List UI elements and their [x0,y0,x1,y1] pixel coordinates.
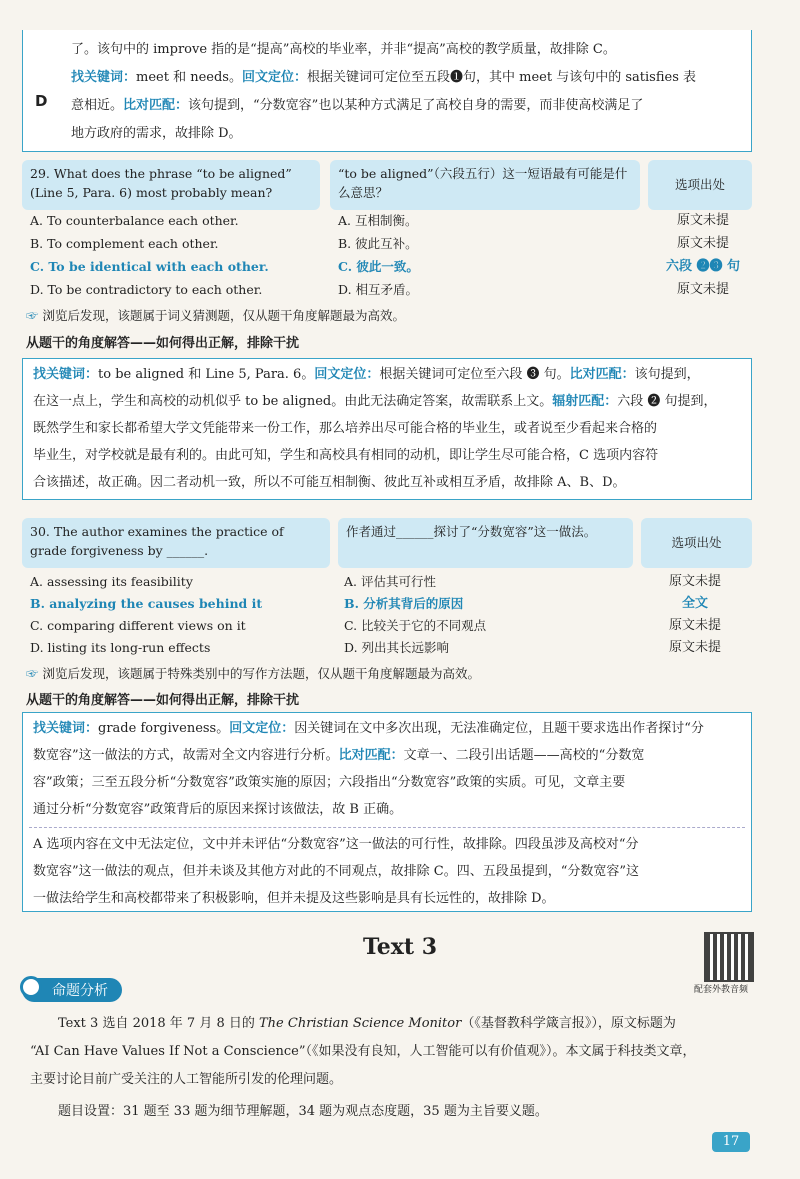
text3-title: Text 3 [362,934,438,960]
text3-p2: “AI Can Have Values If Not a Conscience”（《如果没有良知，人工智能可以有价值观》）。本文属于科技类文章， [30,1044,696,1059]
q30-option-d-en: D. listing its long-run effects [30,640,211,655]
divider [29,827,745,828]
text3-p1b: （《基督教科学箴言报》），原文标题为 [461,1016,676,1031]
q29-subheading: 从题干的角度解答——如何得出正解，排除干扰 [26,336,300,351]
q29-exp-line-4: 毕业生，对学校就是最有利的。由此可知，学生和高校具有相同的动机，即让学生尽可能合格，C 选项内容符 [33,448,659,463]
q29-question-en: 29. What does the phrase “to be aligned” (Line 5, Para. 6) most probably mean? [22,160,320,210]
q30-option-c-en: C. comparing different views on it [30,618,246,633]
top-answer-box [22,30,752,152]
q30-kw-label: 找关键词： [33,721,99,736]
q29-kw-label: 找关键词： [33,367,99,382]
text3-p3: 主要讨论目前广受关注的人工智能所引发的伦理问题。 [30,1072,343,1087]
q30-explanation-box [22,712,752,912]
q30-option-a-zh: A. 评估其可行性 [344,574,436,589]
text3-p4: 题目设置：31 题至 33 题为细节理解题，34 题为观点态度题，35 题为主旨要义题。 [58,1104,548,1119]
q29-loc-text: 根据关键词可定位至六段 ❸ 句。 [379,367,570,382]
q29-note [26,306,405,324]
text3-source: The Christian Science Monitor [259,1016,462,1031]
q29-exp-line-5: 合该描述，故正确。因二者动机一致，所以不可能互相制衡、彼此互补或相互矛盾，故排除 A、B、D。 [33,475,626,490]
q30-kw-text: grade forgiveness。 [98,721,230,736]
d-line-1 [71,64,761,91]
q30-subheading: 从题干的角度解答——如何得出正解，排除干扰 [26,693,300,708]
q29-option-b-src: 原文未提 [676,236,729,251]
text3-p1 [58,1010,676,1037]
q30-exp-line-3: 容”政策；三至五段分析“分数宽容”政策实施的原因；六段指出“分数宽容”政策的实质。可见，文章主要 [33,775,626,790]
qr-caption: 配套外教音频 [694,985,749,995]
q30-loc-label: 回文定位： [229,721,295,736]
q30-question-en: 30. The author examines the practice of grade forgiveness by ______. [22,518,330,568]
q29-option-c-zh: C. 彼此一致。 [338,259,419,274]
q29-option-a-zh: A. 互相制衡。 [338,213,418,228]
match-text: 该句提到，“分数宽容”也以某种方式满足了高校自身的需要，而非使高校满足了 [188,98,644,113]
q30-source-header: 选项出处 [641,518,752,568]
q30-option-d-src: 原文未提 [668,640,721,655]
q29-rad-text: 六段 ❷ 句提到， [617,394,717,409]
q29-option-b-zh: B. 彼此互补。 [338,236,418,251]
q30-option-d-zh: D. 列出其长远影响 [344,640,450,655]
q29-option-d-en: D. To be contradictory to each other. [30,282,263,297]
q30-option-b-zh: B. 分析其背后的原因 [344,596,464,611]
option-d-label: D [35,92,48,110]
q30-option-b-en: B. analyzing the causes behind it [30,596,263,611]
q29-source-header: 选项出处 [648,160,752,210]
q29-note-text: 浏览后发现，该题属于词义猜测题，仅从题干角度解题最为高效。 [42,308,406,323]
q30-question-zh: 作者通过______探讨了“分数宽容”这一做法。 [338,518,633,568]
q30-option-b-src: 全文 [681,596,708,611]
loc-label: 回文定位： [241,70,307,85]
d-line-2 [71,92,643,119]
q29-option-d-zh: D. 相互矛盾。 [338,282,419,297]
c-tail-text: 了。该句中的 improve 指的是“提高”高校的毕业率，并非“提高”高校的教学质量，故排除 C。 [71,42,616,57]
loc-text-2: 句，其中 meet 与该句中的 satisfies 表 [463,70,697,85]
q30-exp-line-4: 通过分析“分数宽容”政策背后的原因来探讨该做法，故 B 正确。 [33,802,403,817]
q29-exp-line-2 [33,388,717,415]
q30-exp-line-1 [33,715,704,742]
q30-note [26,664,480,682]
q30-exp-para2-2: 数宽容”这一做法的观点，但并未谈及其他方对此的不同观点，故排除 C。四、五段虽提到，“分数宽容”这 [33,864,640,879]
q29-explanation-box [22,358,752,500]
d-line-3: 地方政府的需求，故排除 D。 [71,126,242,141]
q30-exp-para2-1: A 选项内容在文中无法定位，文中并未评估“分数宽容”这一做法的可行性，故排除。四段虽涉及高校对“分 [33,837,639,852]
q30-match-text: 文章一、二段引出话题——高校的“分数宽 [403,748,645,763]
q29-exp-line-1 [33,361,700,388]
loc-text: 根据关键词可定位至五段 [307,70,451,85]
q29-option-d-src: 原文未提 [676,282,729,297]
q29-rad-label: 辐射匹配： [552,394,618,409]
q30-option-c-zh: C. 比较关于它的不同观点 [344,618,487,633]
q29-option-c-src: 六段 ❷❸ 句 [665,259,741,274]
d-line2-text: 意相近。 [71,98,124,113]
q30-option-c-src: 原文未提 [668,618,721,633]
q29-match-label: 比对匹配： [569,367,635,382]
q30-line2a: 数宽容”这一做法的方式，故需对全文内容进行分析。 [33,748,339,763]
search-circle-icon [20,976,42,998]
circle-num: ❶ [450,70,464,85]
analysis-label: 命题分析 [52,983,108,999]
q29-exp-line-3: 既然学生和家长都希望大学文凭能带来一份工作，那么培养出尽可能合格的毕业生，或者说至少看起来合格的 [33,421,658,436]
q30-loc-text: 因关键词在文中多次出现，无法准确定位，且题干要求选出作者探讨“分 [294,721,704,736]
q29-kw-text: to be aligned 和 Line 5, Para. 6。 [98,367,315,382]
q29-line2a: 在这一点上，学生和高校的动机似乎 to be aligned。由此无法确定答案，故需联系上文。 [33,394,553,409]
q30-option-a-src: 原文未提 [668,574,721,589]
q29-option-c-en: C. To be identical with each other. [30,259,269,274]
text3-p1a: Text 3 选自 2018 年 7 月 8 日的 [58,1016,259,1031]
q29-option-a-src: 原文未提 [676,213,729,228]
q30-note-text: 浏览后发现，该题属于特殊类别中的写作方法题，仅从题干角度解题最为高效。 [42,666,481,681]
hand-pointer-icon: ☞ [26,308,39,323]
q29-match-text: 该句提到， [634,367,700,382]
q29-loc-label: 回文定位： [314,367,380,382]
hand-pointer-icon: ☞ [26,666,39,681]
q30-option-a-en: A. assessing its feasibility [30,574,193,589]
match-label: 比对匹配： [123,98,189,113]
q29-option-b-en: B. To complement each other. [30,236,219,251]
kw-text: meet 和 needs。 [136,70,242,85]
kw-label: 找关键词： [71,70,137,85]
q29-option-a-en: A. To counterbalance each other. [30,213,239,228]
page-number: 17 [712,1132,750,1152]
q30-exp-para2-3: 一做法给学生和高校都带来了积极影响，但并未提及这些影响是具有长远性的，故排除 D。 [33,891,555,906]
q30-exp-line-2 [33,742,644,769]
q30-match-label: 比对匹配： [338,748,404,763]
q29-question-zh: “to be aligned”（六段五行）这一短语最有可能是什么意思？ [330,160,640,210]
qr-code-icon[interactable] [704,932,754,982]
